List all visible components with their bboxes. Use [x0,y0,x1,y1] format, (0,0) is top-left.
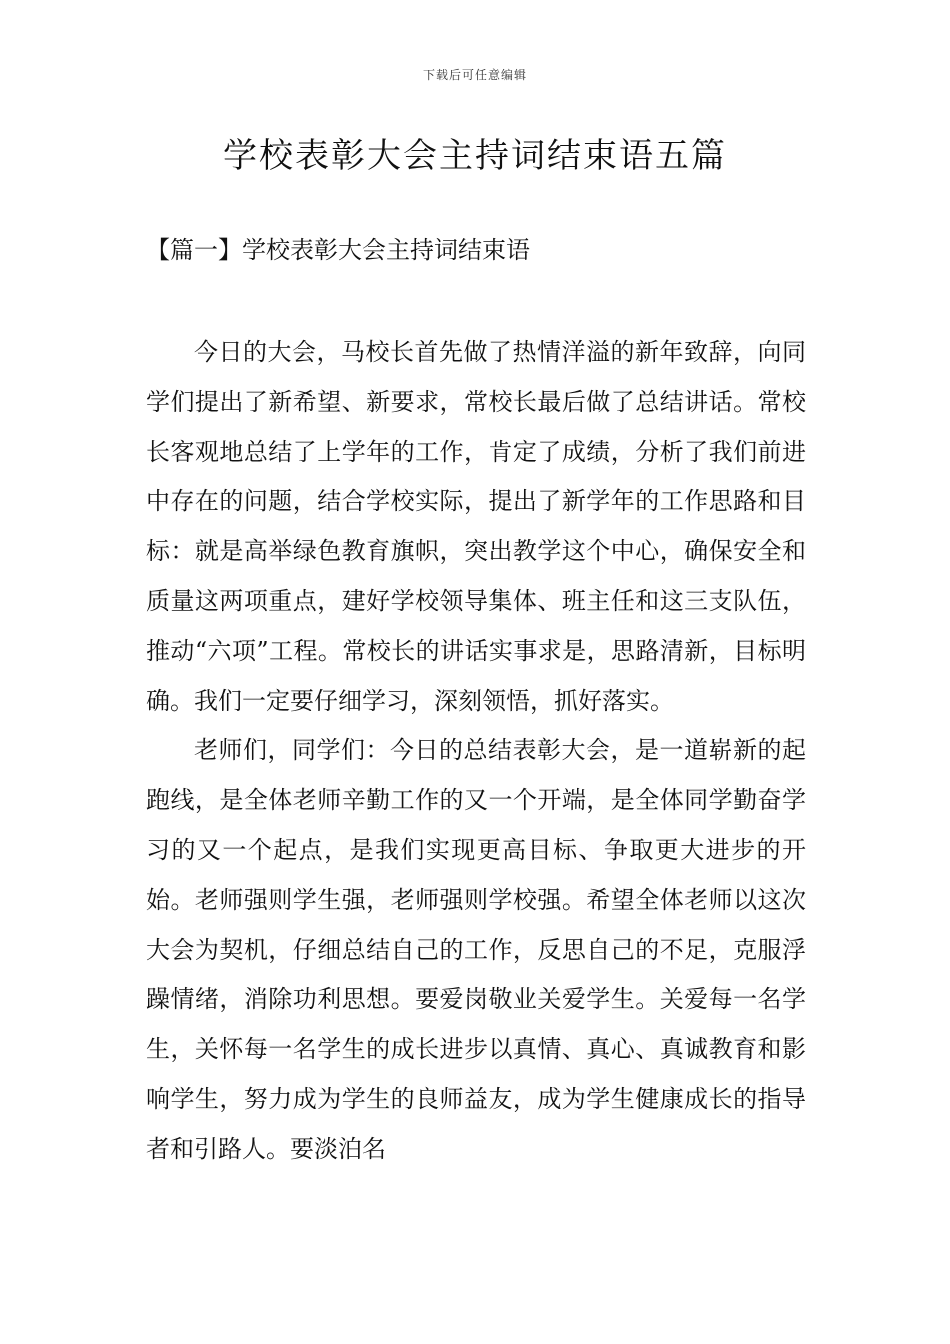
paragraph-2: 老师们，同学们：今日的总结表彰大会，是一道崭新的起跑线，是全体老师辛勤工作的又一个开端，是全体同学勤奋学习的又一个起点，是我们实现更高目标、争取更大进步的开始。老师强则学生强，老师强则学校强。希望全体老师以这次大会为契机，仔细总结自己的工作，反思自己的不足，克服浮躁情绪，消除功利思想。要爱岗敬业关爱学生。关爱每一名学生，关怀每一名学生的成长进步以真情、真心、真诚教育和影响学生，努力成为学生的良师益友，成为学生健康成长的指导者和引路人。要淡泊名 [146,736,806,1163]
paragraph-1: 今日的大会，马校长首先做了热情洋溢的新年致辞，向同学们提出了新希望、新要求，常校长最后做了总结讲话。常校长客观地总结了上学年的工作，肯定了成绩，分析了我们前进中存在的问题，结合学校实际，提出了新学年的工作思路和目标：就是高举绿色教育旗帜，突出教学这个中心，确保安全和质量这两项重点，建好学校领导集体、班主任和这三支队伍，推动“六项”工程。常校长的讲话实事求是，思路清新，目标明确。我们一定要仔细学习，深刻领悟，抓好落实。 [146,338,806,715]
section-heading: 【篇一】学校表彰大会主持词结束语 [146,236,530,264]
header-note: 下载后可任意编辑 [422,68,527,82]
document-body [146,328,806,1175]
document-title: 学校表彰大会主持词结束语五篇 [223,136,727,176]
